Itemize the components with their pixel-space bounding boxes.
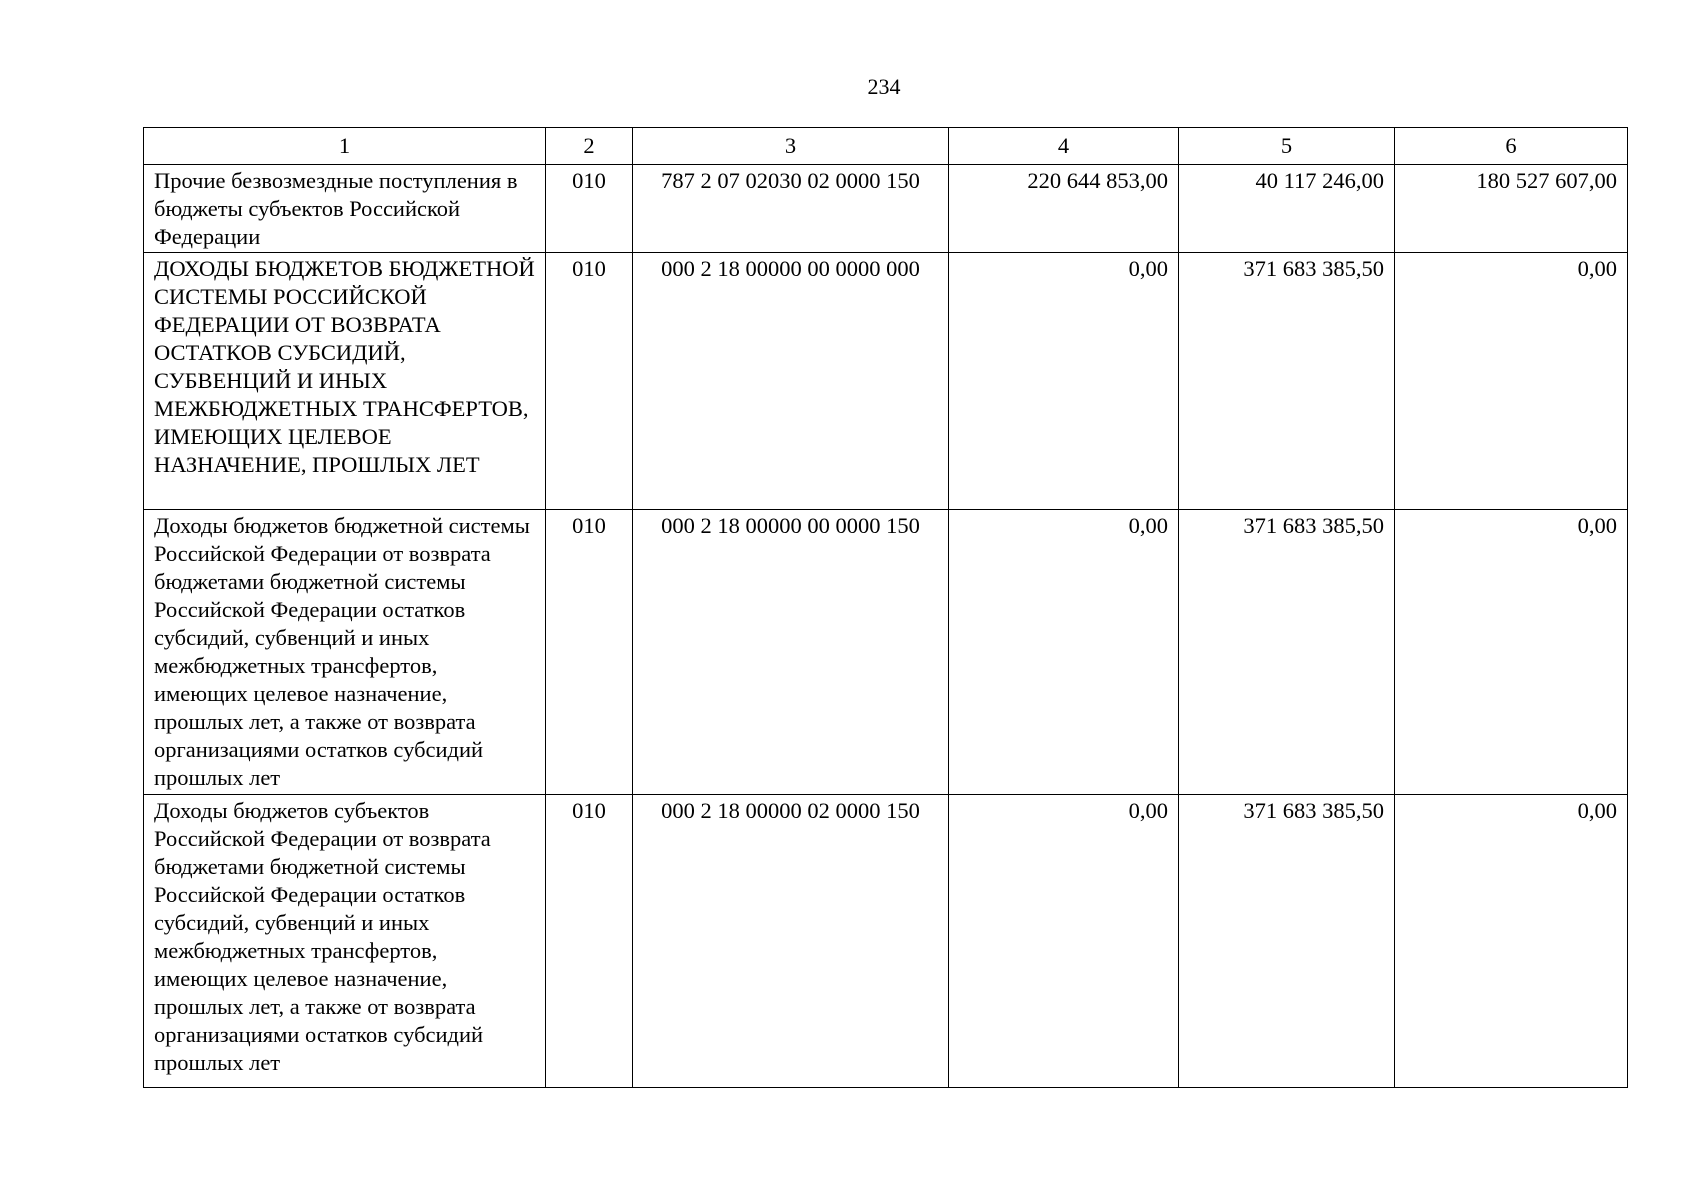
- table-row: [144, 795, 1628, 1088]
- table-row: [144, 510, 1628, 795]
- row-name: Прочие безвозмездные поступления в бюджеты субъектов Российской Федерации: [144, 165, 546, 253]
- column-header-3: 3: [633, 128, 949, 165]
- row-amount-col6: 0,00: [1395, 795, 1628, 1088]
- row-admin-code: 010: [546, 253, 633, 510]
- row-name: ДОХОДЫ БЮДЖЕТОВ БЮДЖЕТНОЙ СИСТЕМЫ РОССИЙСКОЙ ФЕДЕРАЦИИ ОТ ВОЗВРАТА ОСТАТКОВ СУБСИДИЙ, СУБВЕНЦИЙ И ИНЫХ МЕЖБЮДЖЕТНЫХ ТРАНСФЕРТОВ, ИМЕЮЩИХ ЦЕЛЕВОЕ НАЗНАЧЕНИЕ, ПРОШЛЫХ ЛЕТ: [144, 253, 546, 510]
- row-amount-col6: 180 527 607,00: [1395, 165, 1628, 253]
- row-kbk-code: 000 2 18 00000 00 0000 000: [633, 253, 949, 510]
- row-amount-col4: 220 644 853,00: [949, 165, 1179, 253]
- row-name: Доходы бюджетов бюджетной системы Российской Федерации от возврата бюджетами бюджетной системы Российской Федерации остатков субсидий, субвенций и иных межбюджетных трансфертов, имеющих целевое назначение, прошлых лет, а также от возврата организациями остатков субсидий прошлых лет: [144, 510, 546, 795]
- row-admin-code: 010: [546, 510, 633, 795]
- budget-table: [143, 127, 1628, 1088]
- row-amount-col4: 0,00: [949, 253, 1179, 510]
- table-row: [144, 253, 1628, 510]
- row-amount-col5: 40 117 246,00: [1179, 165, 1395, 253]
- column-header-1: 1: [144, 128, 546, 165]
- row-kbk-code: 000 2 18 00000 00 0000 150: [633, 510, 949, 795]
- row-amount-col5: 371 683 385,50: [1179, 510, 1395, 795]
- row-amount-col4: 0,00: [949, 795, 1179, 1088]
- row-admin-code: 010: [546, 165, 633, 253]
- row-amount-col6: 0,00: [1395, 510, 1628, 795]
- row-kbk-code: 000 2 18 00000 02 0000 150: [633, 795, 949, 1088]
- row-kbk-code: 787 2 07 02030 02 0000 150: [633, 165, 949, 253]
- column-header-6: 6: [1395, 128, 1628, 165]
- column-header-5: 5: [1179, 128, 1395, 165]
- row-amount-col5: 371 683 385,50: [1179, 253, 1395, 510]
- row-amount-col5: 371 683 385,50: [1179, 795, 1395, 1088]
- page-number: 234: [867, 74, 901, 99]
- row-amount-col4: 0,00: [949, 510, 1179, 795]
- row-name: Доходы бюджетов субъектов Российской Федерации от возврата бюджетами бюджетной системы Российской Федерации остатков субсидий, субвенций и иных межбюджетных трансфертов, имеющих целевое назначение, прошлых лет, а также от возврата организациями остатков субсидий прошлых лет: [144, 795, 546, 1088]
- column-header-2: 2: [546, 128, 633, 165]
- row-amount-col6: 0,00: [1395, 253, 1628, 510]
- table-row: [144, 165, 1628, 253]
- column-header-4: 4: [949, 128, 1179, 165]
- table-header-row: [144, 128, 1628, 165]
- row-admin-code: 010: [546, 795, 633, 1088]
